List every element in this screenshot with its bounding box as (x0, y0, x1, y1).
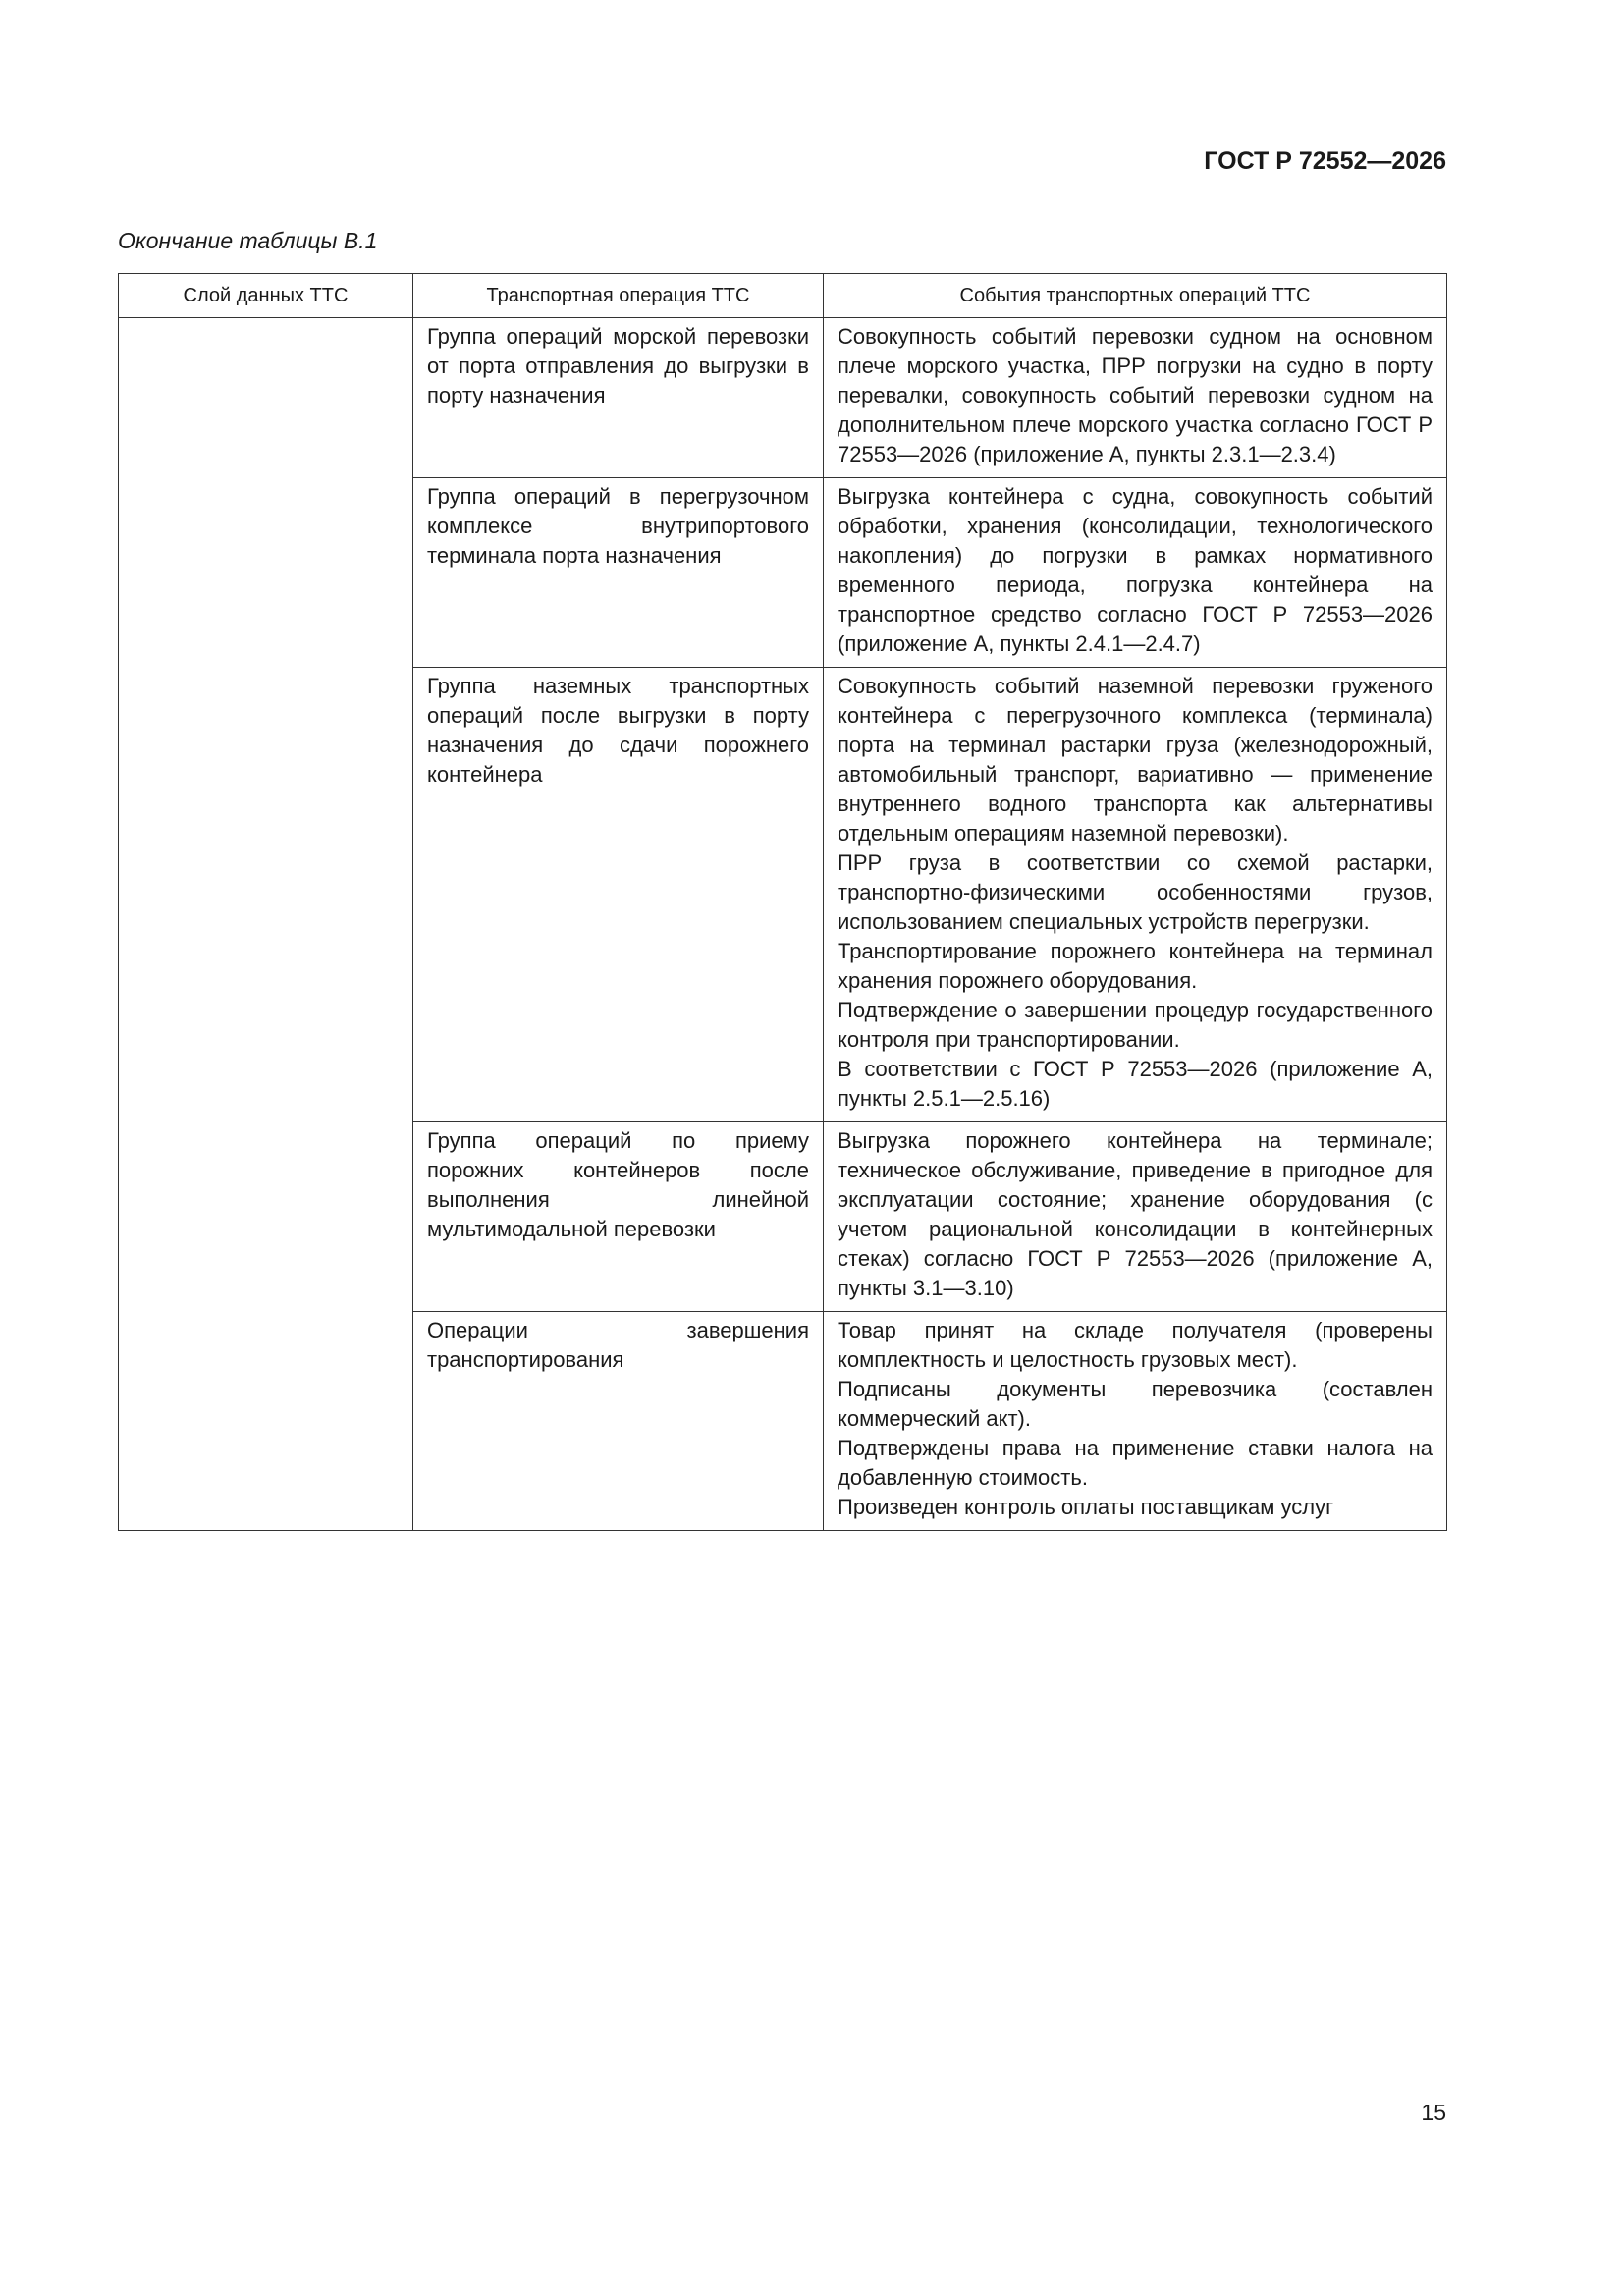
layer-cell (119, 318, 413, 1531)
operation-cell: Группа операций в перегрузочном комплексе внутрипортового терминала порта назначения (413, 478, 824, 668)
column-header-layer: Слой данных ТТС (119, 274, 413, 318)
operation-cell: Группа наземных транспортных операций после выгрузки в порту назначения до сдачи порожнего контейнера (413, 668, 824, 1122)
events-cell: Выгрузка порожнего контейнера на терминале; техническое обслуживание, приведение в пригодное для эксплуатации состояние; хранение оборудования (с учетом рациональной консолидации в контейнерных стеках) согласно ГОСТ Р 72553—2026 (приложение А, пункты 3.1—3.10) (824, 1122, 1447, 1312)
operation-cell: Операции завершения транспортирования (413, 1312, 824, 1531)
table-header-row (119, 274, 1447, 318)
document-id: ГОСТ Р 72552—2026 (1204, 147, 1446, 175)
events-cell: Совокупность событий перевозки судном на основном плече морского участка, ПРР погрузки на судно в порту перевалки, совокупность событий перевозки судном на дополнительном плече морского участка согласно ГОСТ Р 72553—2026 (приложение А, пункты 2.3.1—2.3.4) (824, 318, 1447, 478)
page-number: 15 (1421, 2100, 1446, 2125)
operation-cell: Группа операций по приему порожних контейнеров после выполнения линейной мультимодальной перевозки (413, 1122, 824, 1312)
column-header-events: События транспортных операций ТТС (824, 274, 1447, 318)
table-row (119, 318, 1447, 478)
table-caption: Окончание таблицы В.1 (118, 228, 378, 253)
column-header-operation: Транспортная операция ТТС (413, 274, 824, 318)
events-cell: Совокупность событий наземной перевозки груженого контейнера с перегрузочного комплекса (терминала) порта на терминал растарки груза (железнодорожный, автомобильный транспорт, вариативно — применение внутреннего водного транспорта как альтернативы отдельным операциям наземной перевозки). ПРР груза в соответствии со схемой растарки, транспортно-физическими особенностями грузов, использованием специальных устройств перегрузки. Транспортирование порожнего контейнера на терминал хранения порожнего оборудования. Подтверждение о завершении процедур государственного контроля при транспортировании. В соответствии с ГОСТ Р 72553—2026 (приложение А, пункты 2.5.1—2.5.16) (824, 668, 1447, 1122)
operation-cell: Группа операций морской перевозки от порта отправления до выгрузки в порту назначения (413, 318, 824, 478)
data-table (118, 273, 1447, 1531)
events-cell: Выгрузка контейнера с судна, совокупность событий обработки, хранения (консолидации, технологического накопления) до погрузки в рамках нормативного временного периода, погрузка контейнера на транспортное средство согласно ГОСТ Р 72553—2026 (приложение А, пункты 2.4.1—2.4.7) (824, 478, 1447, 668)
events-cell: Товар принят на складе получателя (проверены комплектность и целостность грузовых мест). Подписаны документы перевозчика (составлен коммерческий акт). Подтверждены права на применение ставки налога на добавленную стоимость. Произведен контроль оплаты поставщикам услуг (824, 1312, 1447, 1531)
